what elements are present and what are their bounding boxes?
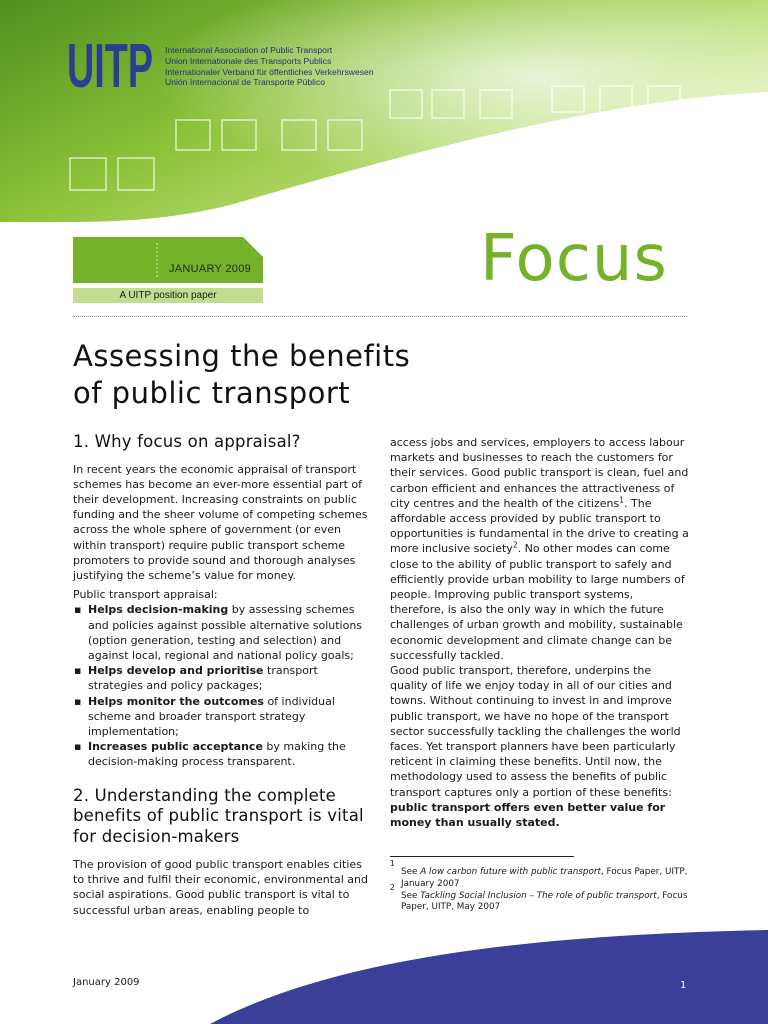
title-line-2: of public transport (73, 376, 351, 410)
series-title: Focus (480, 222, 668, 296)
footnote-text: See (401, 890, 421, 901)
list-item-text: by assessing schemes and policies against possible alternative solutions (option generation, testing and selection) and against local, regional and national policy goals; (88, 603, 363, 662)
paragraph-text: Good public transport, therefore, underpins the quality of life we enjoy today in all of our cities and towns. Without continuing to invest in and improve public transport, we have no hope of the transport sector successfully tackling the challenges the world faces. Yet transport planners have been particularly reticent in claiming these benefits. Until now, the methodology used to assess the benefits of public transport captures only a portion of these benefits: (390, 664, 681, 799)
list-item-bold: Helps develop and prioritise (88, 664, 264, 678)
footer-wave (0, 900, 768, 1024)
list-item (73, 602, 369, 663)
footnote-title: Tackling Social Inclusion – The role of public transport (420, 890, 657, 901)
dotted-divider (73, 316, 687, 317)
organization-names (165, 45, 374, 88)
list-item-bold: Helps decision-making (88, 603, 229, 617)
list-item-text: transport strategies and policy packages; (88, 664, 318, 693)
page-number: 1 (680, 980, 687, 991)
footnote-ref-2: 2 (512, 540, 518, 550)
svg-text:UITP: UITP (67, 32, 153, 101)
date-tab-shape (73, 237, 263, 283)
footnote-2: 2 See Tackling Social Inclusion – The role of public transport, Focus Paper, UITP, May 2007 (390, 882, 688, 913)
benefits-list (73, 602, 369, 769)
issue-date: JANUARY 2009 (168, 263, 252, 275)
list-item (73, 694, 369, 740)
footnote-divider (390, 856, 574, 857)
footnote-ref-1: 1 (619, 495, 625, 505)
list-item-bold: Helps monitor the outcomes (88, 694, 264, 708)
left-column (73, 432, 369, 918)
list-item-bold: Increases public acceptance (88, 740, 263, 754)
section-1-heading: 1. Why focus on appraisal? (73, 432, 301, 451)
right-paragraph-2 (390, 663, 690, 830)
list-item-text: of individual scheme and broader transport strategy implementation; (88, 694, 335, 738)
list-item-text: by making the decision-making process transparent. (88, 740, 346, 769)
paragraph-text: . No other modes can come close to the ability of public transport to safely and efficiently provide urban mobility to large numbers of people. Improving public transport systems, therefore, is also the only way in which the future challenges of urban growth and mobility, sustainable economic development and climate change can be successfully tackled. (390, 542, 685, 662)
footnote-text: See (401, 867, 421, 877)
footnote-1: 1 See A low carbon future with public transport, Focus Paper, UITP, January 2007 (390, 859, 688, 889)
right-paragraph-1 (390, 435, 690, 663)
key-statement: public transport offers even better value for money than usually stated. (390, 800, 666, 830)
uitp-logo (67, 30, 153, 101)
org-name-fr: Union Internationale des Transports Publics (165, 55, 332, 66)
list-intro: Public transport appraisal: (73, 588, 218, 602)
section-1-intro: In recent years the economic appraisal of transport schemes has become an ever-more essential part of their development. Increasing constraints on public funding and the sheer volume of competing schemes across the whole sphere of government (or even within transport) require public transport scheme promoters to provide sound and thorough analyses justifying the scheme’s value for money. (73, 462, 368, 582)
org-name-de: Internationaler Verband für öffentliches Verkehrswesen (165, 66, 374, 77)
position-paper-label: A UITP position paper (73, 288, 263, 303)
org-name-en: International Association of Public Transport (165, 45, 333, 55)
right-column (390, 435, 690, 830)
section-2-heading: 2. Understanding the complete benefits of public transport is vital for decision-makers (73, 785, 364, 846)
footnote-text: , Focus Paper, UITP, May 2007 (401, 890, 688, 913)
footer-date: January 2009 (73, 977, 140, 988)
footnote-text: , Focus Paper, UITP, January 2007 (401, 867, 688, 889)
paragraph-text: access jobs and services, employers to access labour markets and businesses to reach the customers for their services. Good public transport is clean, fuel and carbon efficient and enhances the attractiveness of city centres and the health of the citizens (390, 436, 689, 510)
footnote-title: A low carbon future with public transport (420, 867, 601, 877)
page-title (73, 338, 673, 412)
org-name-es: Unión Internacional de Transporte Público (165, 77, 326, 88)
section-2-paragraph: The provision of good public transport enables cities to thrive and fulfil their economic, environmental and social aspirations. Good public transport is vital to successful urban areas, enabling people to (73, 858, 368, 917)
list-item (73, 739, 369, 769)
paragraph-text: . The affordable access provided by public transport to opportunities is fundamental in the drive to creating a more inclusive society (390, 496, 689, 556)
title-line-1: Assessing the benefits (73, 339, 411, 373)
list-item (73, 663, 369, 693)
